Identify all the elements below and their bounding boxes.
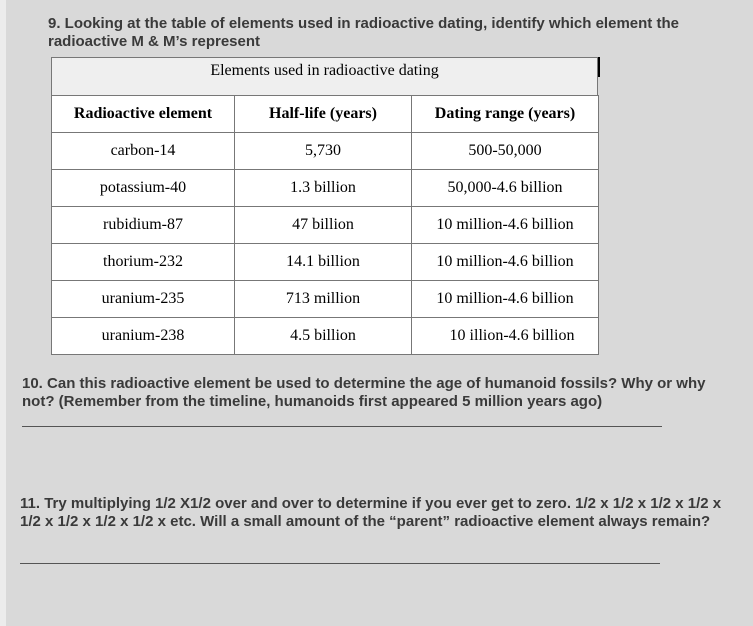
- cell-element: thorium-232: [52, 244, 235, 281]
- cell-half-life: 4.5 billion: [235, 318, 412, 355]
- header-dating-range: Dating range (years): [412, 96, 599, 133]
- cell-half-life: 14.1 billion: [235, 244, 412, 281]
- elements-data-table: [51, 95, 599, 355]
- question-10-text: 10. Can this radioactive element be used to determine the age of humanoid fossils? Why or why not? (Remember from the timeline, humanoids first appeared 5 million years ago): [22, 375, 706, 410]
- answer-line-10[interactable]: [22, 426, 662, 427]
- table-caption-border: [598, 57, 600, 77]
- table-row: [52, 281, 599, 318]
- cell-dating-range: 50,000-4.6 billion: [412, 170, 599, 207]
- table-caption: Elements used in radioactive dating: [51, 57, 598, 95]
- cell-dating-range: 10 million-4.6 billion: [412, 281, 599, 318]
- cell-element: rubidium-87: [52, 207, 235, 244]
- header-radioactive-element: Radioactive element: [52, 96, 235, 133]
- table-header-row: [52, 96, 599, 133]
- cell-dating-range: 10 illion-4.6 billion: [412, 318, 599, 355]
- elements-table: [51, 57, 598, 354]
- table-row: [52, 170, 599, 207]
- table-row: [52, 318, 599, 355]
- cell-element: potassium-40: [52, 170, 235, 207]
- answer-line-11[interactable]: [20, 563, 660, 564]
- cell-half-life: 47 billion: [235, 207, 412, 244]
- question-9-text: 9. Looking at the table of elements used in radioactive dating, identify which element the radioactive M & M’s represent: [48, 15, 679, 50]
- cell-dating-range: 10 million-4.6 billion: [412, 244, 599, 281]
- header-half-life: Half-life (years): [235, 96, 412, 133]
- cell-element: uranium-235: [52, 281, 235, 318]
- page-edge: [0, 0, 6, 626]
- cell-half-life: 5,730: [235, 133, 412, 170]
- table-row: [52, 207, 599, 244]
- cell-element: uranium-238: [52, 318, 235, 355]
- cell-dating-range: 500-50,000: [412, 133, 599, 170]
- cell-half-life: 713 million: [235, 281, 412, 318]
- table-row: [52, 244, 599, 281]
- cell-half-life: 1.3 billion: [235, 170, 412, 207]
- table-row: [52, 133, 599, 170]
- cell-dating-range: 10 million-4.6 billion: [412, 207, 599, 244]
- question-11-text: 11. Try multiplying 1/2 X1/2 over and over to determine if you ever get to zero. 1/2 x 1/2 x 1/2 x 1/2 x 1/2 x 1/2 x 1/2 x 1/2 x etc. Will a small amount of the “parent” radioactive element always remain?: [20, 495, 722, 530]
- cell-element: carbon-14: [52, 133, 235, 170]
